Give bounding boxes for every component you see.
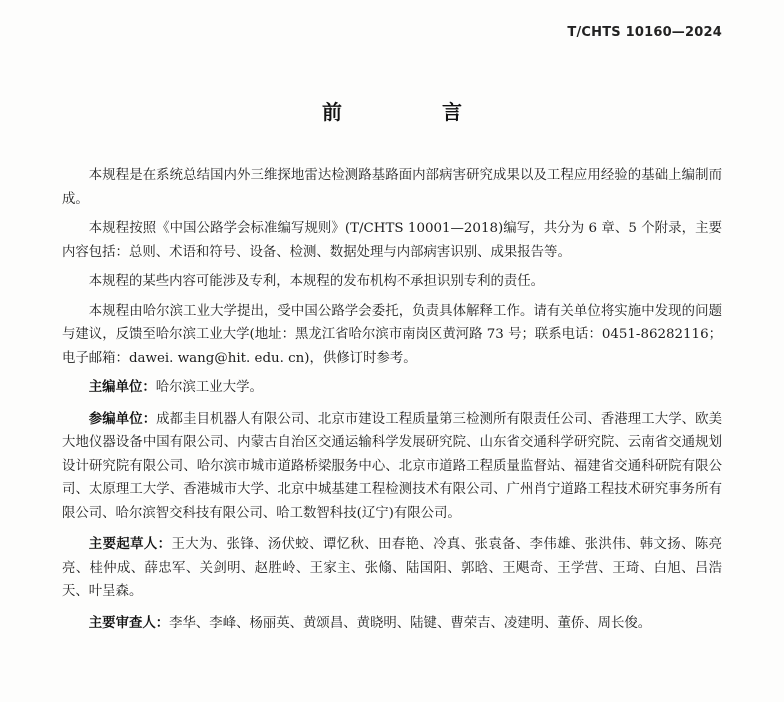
paragraph-feedback: 本规程由哈尔滨工业大学提出，受中国公路学会委托，负责具体解释工作。请有关单位将实施中发现的问题与建议，反馈至哈尔滨工业大学(地址：黑龙江省哈尔滨市南岗区黄河路 73 号；联系电话：0451-86282116；电子邮箱：dawei. wang@hit. edu. cn)，供修订时参考。 xyxy=(62,303,722,366)
participating-units xyxy=(62,408,722,526)
chief-unit-value: 哈尔滨工业大学。 xyxy=(155,380,263,395)
main-reviewers xyxy=(62,612,722,636)
page-title: 前 言 xyxy=(322,100,502,124)
main-drafters-label: 主要起草人： xyxy=(88,537,172,552)
participating-units-value: 成都圭目机器人有限公司、北京市建设工程质量第三检测所有限责任公司、香港理工大学、欧美大地仪器设备中国有限公司、内蒙古自治区交通运输科学发展研究院、山东省交通科学研究院、云南省交通规划设计研究院有限公司、哈尔滨市城市道路桥梁服务中心、北京市道路工程质量监督站、福建省交通科研院有限公司、太原理工大学、香港城市大学、北京中城基建工程检测技术有限公司、广州肖宁道路工程技术研究事务所有限公司、哈尔滨智交科技有限公司、哈工数智科技(辽宁)有限公司。 xyxy=(62,411,723,521)
paragraph-patent: 本规程的某些内容可能涉及专利，本规程的发布机构不承担识别专利的责任。 xyxy=(88,274,545,289)
main-reviewers-value: 李华、李峰、杨丽英、黄颂昌、黄晓明、陆键、曹荣吉、凌建明、董侨、周长俊。 xyxy=(169,615,652,631)
main-reviewers-label: 主要审查人： xyxy=(88,615,170,631)
paragraph-intro: 本规程是在系统总结国内外三维探地雷达检测路基路面内部病害研究成果以及工程应用经验的基础上编制而成。 xyxy=(62,168,722,207)
main-drafters xyxy=(62,533,722,604)
standard-code: T/CHTS 10160—2024 xyxy=(567,25,722,40)
paragraph-structure: 本规程按照《中国公路学会标准编写规则》(T/CHTS 10001—2018)编写，共分为 6 章、5 个附录，主要内容包括：总则、术语和符号、设备、检测、数据处理与内部病害识别、成果报告等。 xyxy=(62,221,722,260)
participating-units-label: 参编单位： xyxy=(88,411,157,427)
chief-unit-label: 主编单位： xyxy=(88,380,156,395)
chief-unit xyxy=(62,376,722,400)
main-drafters-value: 王大为、张锋、汤伏蛟、谭忆秋、田春艳、冷真、张袁备、李伟雄、张洪伟、韩文扬、陈亮亮、桂仲成、薛忠军、关剑明、赵胜岭、王家主、张翛、陆国阳、郭晗、王飓奇、王学营、王琦、白旭、吕浩天、叶呈森。 xyxy=(62,537,723,599)
document-body xyxy=(62,164,722,643)
